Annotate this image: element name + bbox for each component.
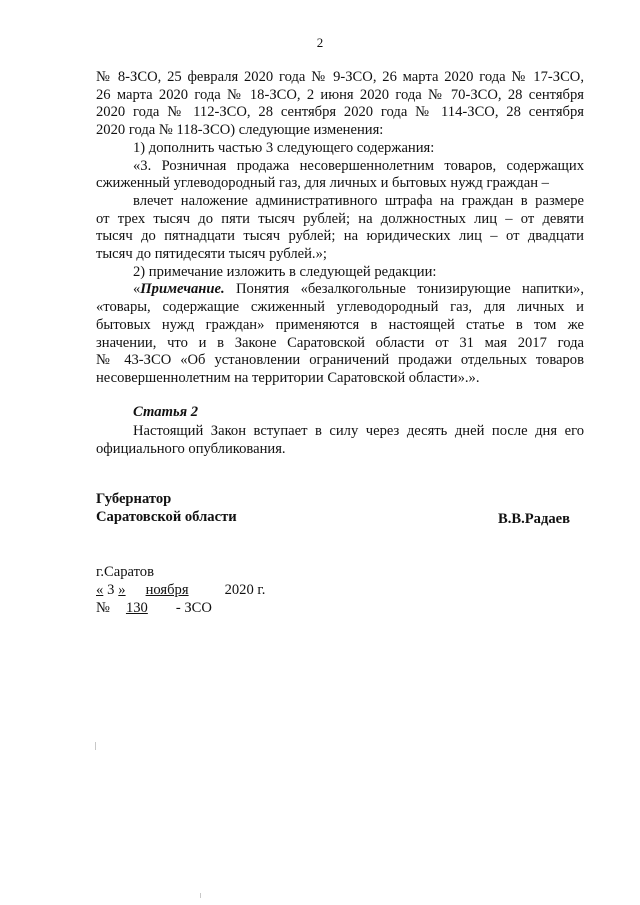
note-line: бытовых нужд граждан» применяются в настоящей статье в том же (96, 316, 584, 333)
date-line (96, 581, 265, 599)
body-line: от трех тысяч до пяти тысяч рублей; на должностных лиц – от девяти (96, 210, 584, 227)
note-line: № 43-ЗСО «Об установлении ограничений продажи отдельных товаров (96, 352, 584, 369)
body-line: 1) дополнить частью 3 следующего содержания: (133, 139, 435, 156)
number-suffix: - ЗСО (175, 600, 212, 616)
note-line: «товары, содержащие сжиженный углеводородный газ, для личных и (96, 299, 584, 316)
date-year: 2020 г. (224, 582, 266, 598)
date-day-field (96, 582, 215, 598)
number-field (116, 600, 170, 616)
date-day: 3 (107, 582, 115, 598)
body-line: 2020 года № 118-ЗСО) следующие изменения: (96, 122, 384, 139)
place-date-number (96, 563, 265, 617)
law-number-line (96, 599, 265, 617)
article2-line: официального опубликования. (96, 441, 286, 457)
body-line: № 8-ЗСО, 25 февраля 2020 года № 9-ЗСО, 26 марта 2020 года № 17-ЗСО, (96, 69, 584, 85)
signatory-name: В.В.Радаев (498, 511, 571, 527)
number-label: № (96, 600, 110, 616)
signatory-title-line: Губернатор (96, 491, 172, 507)
body-line: тысяч до пятидесяти тысяч рублей.»; (96, 246, 327, 263)
note-first-line (96, 281, 584, 299)
body-line: влечет наложение административного штрафа на граждан в размере (133, 192, 584, 209)
date-month: ноября (145, 582, 189, 598)
body-line: 2020 года № 112-ЗСО, 28 сентября 2020 года № 114-ЗСО, 28 сентября (96, 104, 584, 121)
signatory-title (96, 491, 237, 526)
body-line: 2) примечание изложить в следующей редакции: (133, 263, 437, 280)
date-open-quote: « (96, 582, 104, 598)
article2-line: Настоящий Закон вступает в силу через десять дней после дня его (133, 423, 584, 439)
note-open-quote: « (133, 281, 141, 298)
article1-body (96, 69, 584, 388)
body-line: 26 марта 2020 года № 18-ЗСО, 2 июня 2020 года № 70-ЗСО, 28 сентября (96, 86, 584, 103)
page-number: 2 (316, 35, 324, 50)
body-line: тысяч до пятнадцати тысяч рублей; на юридических лиц – от двадцати (96, 228, 584, 245)
note-label: Примечание. (140, 281, 225, 298)
note-line: несовершеннолетним на территории Саратовской области».». (96, 369, 480, 386)
note-first-line-rest: Понятия «безалкогольные тонизирующие напитки», (224, 281, 584, 298)
article2-heading: Статья 2 (133, 404, 199, 420)
signatory-title-line: Саратовской области (96, 508, 237, 525)
date-close-quote: » (118, 582, 126, 598)
note-line: значении, что и в Законе Саратовской области от 31 мая 2017 года (96, 334, 584, 351)
city: г.Саратов (96, 564, 154, 580)
body-line: «3. Розничная продажа несовершеннолетним товаров, содержащих (133, 157, 584, 174)
scan-mark (200, 893, 201, 898)
scan-mark (95, 742, 96, 750)
article2-body (96, 422, 584, 458)
body-line: сжиженный углеводородный газ, для личных и бытовых нужд граждан – (96, 175, 549, 192)
law-number: 130 (125, 600, 148, 616)
